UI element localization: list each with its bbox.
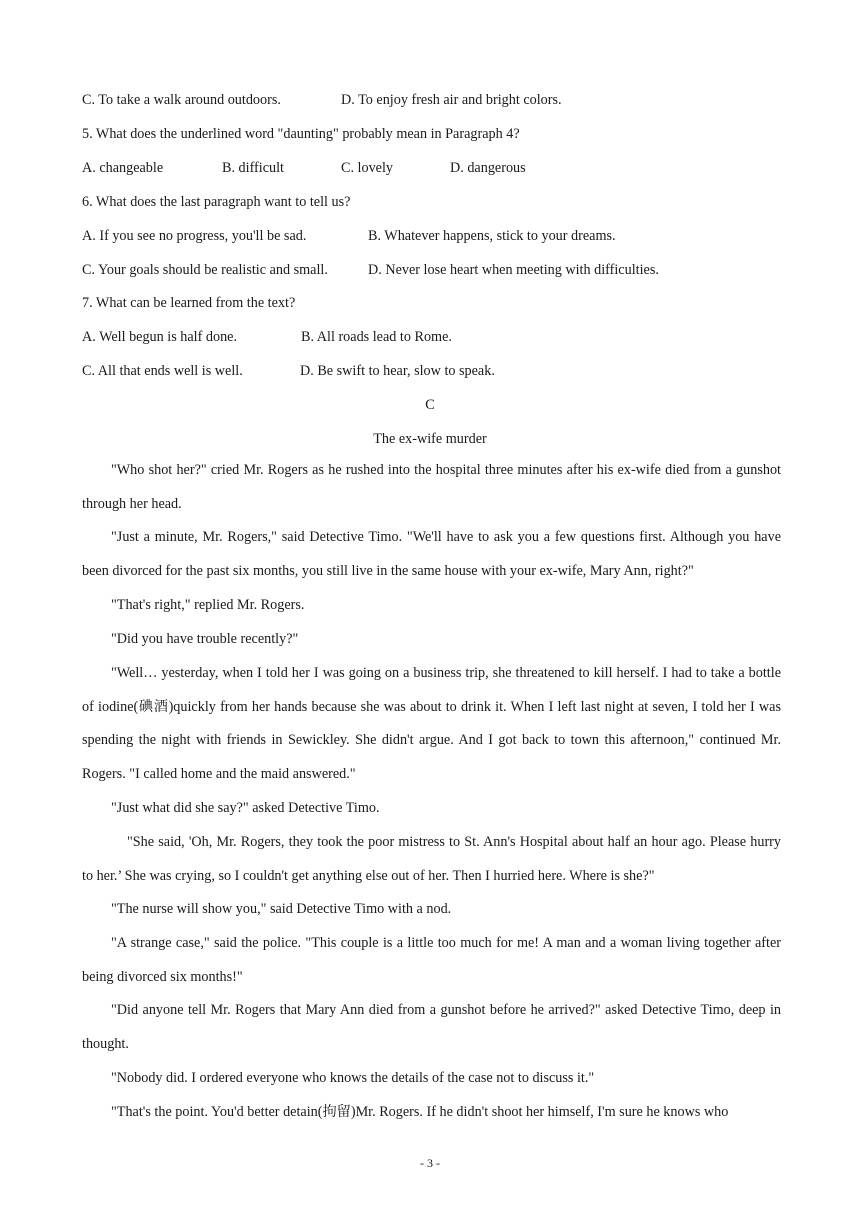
- q7-option-d: D. Be swift to hear, slow to speak.: [300, 363, 495, 379]
- q5-option-c: C. lovely: [341, 160, 394, 176]
- q6-option-c: C. Your goals should be realistic and small.: [82, 262, 328, 278]
- paragraph-5: "Well… yesterday, when I told her I was going on a business trip, she threatened to kill herself. I had to take a bottle of iodine(碘酒)quickly from her hands because she was about to drink it. When I left last night at seven, I told her I was spending the night with friends in Sewickley. She didn't argue. And I got back to town this afternoon," continued Mr. Rogers. "I called home and the maid answered.": [82, 665, 781, 783]
- page-number: - 3 -: [420, 1156, 440, 1170]
- q7-option-a: A. Well begun is half done.: [82, 329, 238, 345]
- q6-option-d: D. Never lose heart when meeting with difficulties.: [368, 262, 659, 278]
- paragraph-8: "The nurse will show you," said Detective Timo with a nod.: [111, 901, 452, 917]
- paragraph-1: "Who shot her?" cried Mr. Rogers as he rushed into the hospital three minutes after his ex-wife died from a gunshot through her head.: [82, 462, 781, 512]
- q7-option-b: B. All roads lead to Rome.: [301, 329, 452, 345]
- q5-stem: 5. What does the underlined word "daunting" probably mean in Paragraph 4?: [82, 126, 520, 142]
- q5-option-b: B. difficult: [222, 160, 285, 176]
- section-letter: C: [425, 397, 435, 413]
- paragraph-6: "Just what did she say?" asked Detective Timo.: [111, 800, 380, 816]
- q6-stem: 6. What does the last paragraph want to tell us?: [82, 194, 351, 210]
- paragraph-12: "That's the point. You'd better detain(拘留)Mr. Rogers. If he didn't shoot her himself, I'm sure he knows who: [111, 1104, 729, 1120]
- paragraph-3: "That's right," replied Mr. Rogers.: [111, 597, 305, 613]
- q5-option-a: A. changeable: [82, 160, 164, 176]
- paragraph-10: "Did anyone tell Mr. Rogers that Mary Ann died from a gunshot before he arrived?" asked Detective Timo, deep in thought.: [82, 1002, 781, 1052]
- section-title: The ex-wife murder: [373, 431, 487, 447]
- paragraph-11: "Nobody did. I ordered everyone who knows the details of the case not to discuss it.": [111, 1070, 595, 1086]
- paragraph-7: "She said, 'Oh, Mr. Rogers, they took the poor mistress to St. Ann's Hospital about half an hour ago. Please hurry to her.’ She was crying, so I couldn't get anything else out of her. Then I hurried here. Where is she?": [82, 834, 781, 884]
- q4-option-c: C. To take a walk around outdoors.: [82, 92, 281, 108]
- paragraph-9: "A strange case," said the police. "This couple is a little too much for me! A man and a woman living together after being divorced six months!": [82, 935, 781, 985]
- q5-option-d: D. dangerous: [450, 160, 526, 176]
- q7-stem: 7. What can be learned from the text?: [82, 295, 296, 311]
- paragraph-2: "Just a minute, Mr. Rogers," said Detective Timo. "We'll have to ask you a few questions first. Although you have been divorced for the past six months, you still live in the same house with your ex-wife, Mary Ann, right?": [82, 529, 781, 579]
- q7-option-c: C. All that ends well is well.: [82, 363, 243, 379]
- q6-option-b: B. Whatever happens, stick to your dreams.: [368, 228, 616, 244]
- q4-option-d: D. To enjoy fresh air and bright colors.: [341, 92, 562, 108]
- paragraph-4: "Did you have trouble recently?": [111, 631, 299, 647]
- q6-option-a: A. If you see no progress, you'll be sad.: [82, 228, 307, 244]
